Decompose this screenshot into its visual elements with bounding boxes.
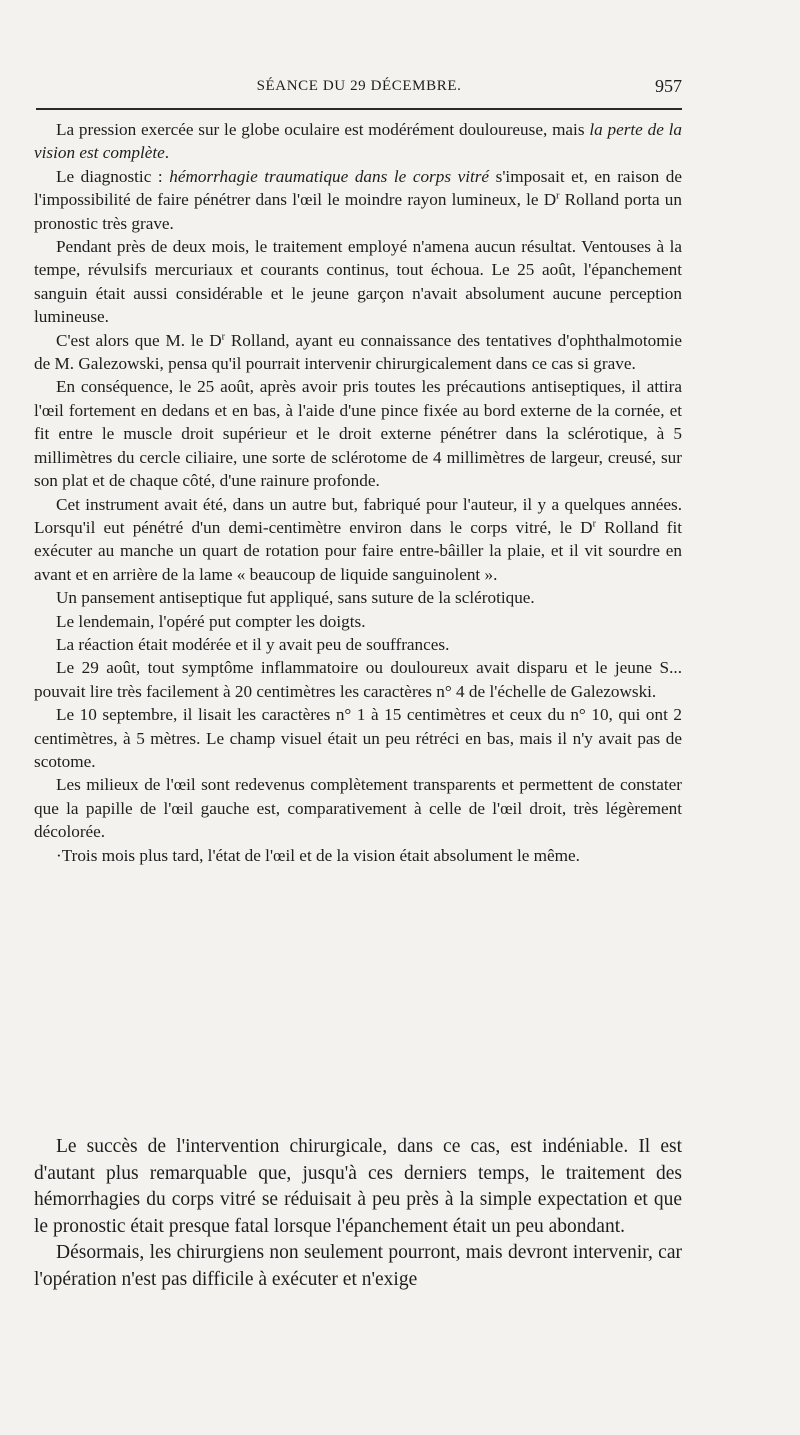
paragraph xyxy=(34,493,682,587)
case-report-text xyxy=(34,118,682,867)
paragraph: Pendant près de deux mois, le traitement employé n'amena aucun résultat. Ventouses à la tempe, révulsifs mercuriaux et courants continus, tout échoua. Le 25 août, l'épanchement sanguin était aussi considérable et le jeune garçon n'avait absolument aucune perception lumineuse. xyxy=(34,237,682,327)
paragraph: Le 29 août, tout symptôme inflammatoire ou douloureux avait disparu et le jeune S... pouvait lire très facilement à 20 centimètres les caractères n° 4 de l'échelle de Galezowski. xyxy=(34,658,682,701)
paragraph xyxy=(34,329,682,376)
text-run: Rolland, ayant eu connaissance des tentatives d'ophthalmotomie de M. Galezowski, pensa qu'il pourrait intervenir chirurgicalement dans ce cas si grave. xyxy=(34,330,682,374)
text-run: La pression exercée sur le globe oculaire est modérément douloureuse, mais xyxy=(56,120,590,139)
italic-phrase: la perte de la vision est complète xyxy=(34,120,682,163)
text-run: Rolland porta un pronostic très grave. xyxy=(34,190,682,233)
paragraph: Un pansement antiseptique fut appliqué, sans suture de la sclérotique. xyxy=(56,588,535,608)
paragraph: Les milieux de l'œil sont redevenus complètement transparents et permettent de constater que la papille de l'œil gauche est, comparativement à celle de l'œil droit, très légèrement décolorée. xyxy=(34,775,682,842)
text-run: Rolland fit exécuter au manche un quart de rotation pour faire entre-bâiller la plaie, et il vit sourdre en avant et en arrière de la lame « beaucoup de liquide sanguinolent ». xyxy=(34,517,683,584)
text-run: Cet instrument avait été, dans un autre but, fabriqué pour l'auteur, il y a quelques années. Lorsqu'il eut pénétré d'un demi-centimètre environ dans le corps vitré, le D xyxy=(34,494,682,537)
superscript: r xyxy=(592,518,596,530)
paragraph: En conséquence, le 25 août, après avoir pris toutes les précautions antiseptiques, il attira l'œil fortement en dedans et en bas, à l'aide d'une pince fixée au bord externe de la cornée, et fit entre le muscle droit supérieur et le droit externe pénétrer dans la sclérotique, à 5 millimètres du cercle ciliaire, une sorte de sclérotome de 4 millimètres de largeur, creusé, sur son plat et de chaque côté, d'une rainure profonde. xyxy=(34,377,682,491)
italic-phrase: hémorrhagie traumatique dans le corps vitré xyxy=(169,166,490,186)
superscript: r xyxy=(556,190,560,202)
paragraph: Le 10 septembre, il lisait les caractères n° 1 à 15 centimètres et ceux du n° 10, qui ont 2 centimètres, à 5 mètres. Le champ visuel était un peu rétréci en bas, mais il n'y avait pas de scotome. xyxy=(34,705,682,771)
text-run: C'est alors que M. le D xyxy=(56,330,222,350)
paragraph: Désormais, les chirurgiens non seulement pourront, mais devront intervenir, car l'opération n'est pas difficile à exécuter et n'exige xyxy=(34,1242,682,1290)
running-title: SÉANCE DU 29 DÉCEMBRE. xyxy=(256,78,462,94)
paragraph xyxy=(34,118,682,165)
paragraph: Le succès de l'intervention chirurgicale, dans ce cas, est indéniable. Il est d'autant plus remarquable que, jusqu'à ces derniers temps, le traitement des hémorrhagies du corps vitré se réduisait à peu près à la simple expectation et que le pronostic était presque fatal lorsque l'épanchement était un peu abondant. xyxy=(34,1136,682,1237)
text-run: s'imposait et, en raison de l'impossibilité de faire pénétrer dans l'œil le moindre rayon lumineux, le D xyxy=(34,166,682,210)
page-number: 957 xyxy=(655,76,682,96)
header-rule xyxy=(36,108,682,110)
paragraph: La réaction était modérée et il y avait peu de souffrances. xyxy=(56,634,450,654)
paragraph xyxy=(34,165,682,235)
paragraph: Le lendemain, l'opéré put compter les doigts. xyxy=(56,611,366,631)
commentary-text xyxy=(34,1134,682,1294)
text-run: . xyxy=(164,143,170,163)
page-header xyxy=(36,76,682,100)
text-run: Le diagnostic : xyxy=(56,166,170,186)
superscript: r xyxy=(221,330,225,342)
paragraph: ·Trois mois plus tard, l'état de l'œil et de la vision était absolument le même. xyxy=(56,845,580,865)
